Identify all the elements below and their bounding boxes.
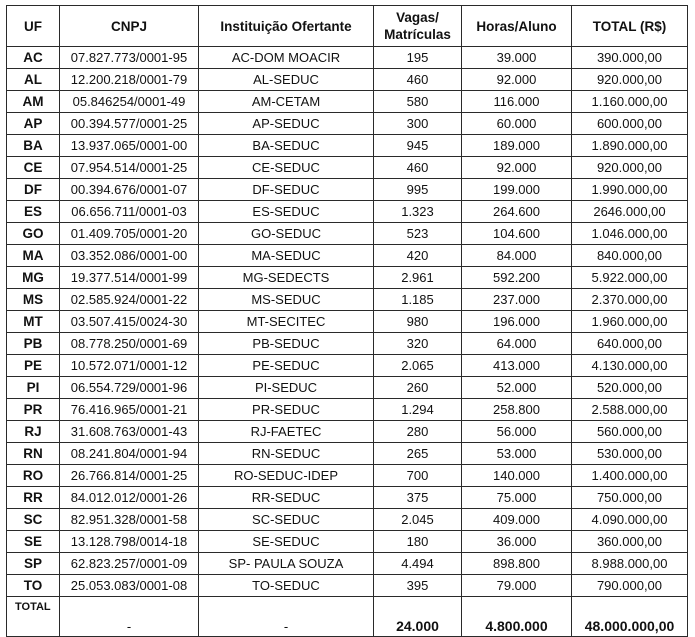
cell-total: 1.046.000,00 (572, 223, 688, 245)
cell-uf: CE (7, 157, 60, 179)
cell-horas: 84.000 (462, 245, 572, 267)
cell-instituicao: MA-SEDUC (199, 245, 374, 267)
cell-horas: 199.000 (462, 179, 572, 201)
cell-horas: 104.600 (462, 223, 572, 245)
cell-uf: PE (7, 355, 60, 377)
cell-cnpj: 08.241.804/0001-94 (60, 443, 199, 465)
table-row (7, 355, 688, 377)
cell-cnpj: 13.937.065/0001-00 (60, 135, 199, 157)
cell-cnpj: 07.827.773/0001-95 (60, 47, 199, 69)
table-row (7, 267, 688, 289)
cell-uf: MA (7, 245, 60, 267)
header-horas: Horas/Aluno (462, 6, 572, 47)
cell-cnpj: 76.416.965/0001-21 (60, 399, 199, 421)
table-row (7, 113, 688, 135)
cell-vagas: 280 (374, 421, 462, 443)
cell-instituicao: GO-SEDUC (199, 223, 374, 245)
cell-uf: MS (7, 289, 60, 311)
table-row (7, 47, 688, 69)
cell-instituicao: TO-SEDUC (199, 575, 374, 597)
table-row (7, 531, 688, 553)
cell-vagas: 195 (374, 47, 462, 69)
cell-uf: PI (7, 377, 60, 399)
cell-total: 390.000,00 (572, 47, 688, 69)
cell-uf: AP (7, 113, 60, 135)
cell-horas: 60.000 (462, 113, 572, 135)
cell-total: 4.130.000,00 (572, 355, 688, 377)
total-valor: 48.000.000,00 (572, 597, 688, 637)
cell-total: 5.922.000,00 (572, 267, 688, 289)
cell-instituicao: RR-SEDUC (199, 487, 374, 509)
cell-cnpj: 62.823.257/0001-09 (60, 553, 199, 575)
cell-total: 640.000,00 (572, 333, 688, 355)
cell-vagas: 580 (374, 91, 462, 113)
cell-instituicao: PE-SEDUC (199, 355, 374, 377)
cell-instituicao: ES-SEDUC (199, 201, 374, 223)
cell-uf: MG (7, 267, 60, 289)
cell-vagas: 2.961 (374, 267, 462, 289)
header-vagas-line1: Vagas/ (396, 10, 439, 25)
cell-vagas: 300 (374, 113, 462, 135)
cell-instituicao: MG-SEDECTS (199, 267, 374, 289)
cell-uf: MT (7, 311, 60, 333)
table-body (7, 47, 688, 597)
table-row (7, 91, 688, 113)
cell-total: 1.400.000,00 (572, 465, 688, 487)
cell-horas: 258.800 (462, 399, 572, 421)
cell-cnpj: 00.394.577/0001-25 (60, 113, 199, 135)
allocation-table (6, 5, 688, 637)
cell-horas: 116.000 (462, 91, 572, 113)
cell-cnpj: 02.585.924/0001-22 (60, 289, 199, 311)
cell-uf: PB (7, 333, 60, 355)
table-row (7, 575, 688, 597)
cell-vagas: 995 (374, 179, 462, 201)
cell-vagas: 395 (374, 575, 462, 597)
cell-uf: RO (7, 465, 60, 487)
cell-instituicao: RN-SEDUC (199, 443, 374, 465)
cell-total: 600.000,00 (572, 113, 688, 135)
cell-cnpj: 07.954.514/0001-25 (60, 157, 199, 179)
table-row (7, 223, 688, 245)
cell-horas: 53.000 (462, 443, 572, 465)
cell-horas: 79.000 (462, 575, 572, 597)
cell-total: 2.370.000,00 (572, 289, 688, 311)
cell-vagas: 1.185 (374, 289, 462, 311)
cell-vagas: 1.323 (374, 201, 462, 223)
cell-cnpj: 82.951.328/0001-58 (60, 509, 199, 531)
cell-cnpj: 84.012.012/0001-26 (60, 487, 199, 509)
cell-vagas: 980 (374, 311, 462, 333)
total-horas: 4.800.000 (462, 597, 572, 637)
cell-horas: 189.000 (462, 135, 572, 157)
cell-uf: AM (7, 91, 60, 113)
table-row (7, 135, 688, 157)
cell-total: 2.588.000,00 (572, 399, 688, 421)
cell-uf: RJ (7, 421, 60, 443)
cell-horas: 592.200 (462, 267, 572, 289)
cell-horas: 39.000 (462, 47, 572, 69)
table-row (7, 69, 688, 91)
cell-cnpj: 06.656.711/0001-03 (60, 201, 199, 223)
cell-cnpj: 03.352.086/0001-00 (60, 245, 199, 267)
cell-vagas: 4.494 (374, 553, 462, 575)
cell-vagas: 523 (374, 223, 462, 245)
cell-cnpj: 06.554.729/0001-96 (60, 377, 199, 399)
cell-instituicao: RO-SEDUC-IDEP (199, 465, 374, 487)
cell-instituicao: DF-SEDUC (199, 179, 374, 201)
cell-vagas: 320 (374, 333, 462, 355)
cell-total: 920.000,00 (572, 69, 688, 91)
cell-horas: 64.000 (462, 333, 572, 355)
cell-horas: 264.600 (462, 201, 572, 223)
cell-total: 360.000,00 (572, 531, 688, 553)
table-row (7, 553, 688, 575)
cell-cnpj: 05.846254/0001-49 (60, 91, 199, 113)
cell-cnpj: 10.572.071/0001-12 (60, 355, 199, 377)
cell-uf: PR (7, 399, 60, 421)
cell-instituicao: PR-SEDUC (199, 399, 374, 421)
cell-vagas: 2.065 (374, 355, 462, 377)
cell-instituicao: BA-SEDUC (199, 135, 374, 157)
cell-horas: 92.000 (462, 157, 572, 179)
total-label: TOTAL (7, 597, 60, 637)
header-vagas-line2: Matrículas (384, 27, 451, 42)
header-uf: UF (7, 6, 60, 47)
cell-uf: GO (7, 223, 60, 245)
table-row (7, 421, 688, 443)
cell-cnpj: 08.778.250/0001-69 (60, 333, 199, 355)
cell-vagas: 945 (374, 135, 462, 157)
cell-uf: ES (7, 201, 60, 223)
cell-total: 2646.000,00 (572, 201, 688, 223)
cell-vagas: 180 (374, 531, 462, 553)
cell-instituicao: SC-SEDUC (199, 509, 374, 531)
header-total: TOTAL (R$) (572, 6, 688, 47)
table-row (7, 487, 688, 509)
cell-total: 530.000,00 (572, 443, 688, 465)
cell-total: 1.960.000,00 (572, 311, 688, 333)
cell-vagas: 1.294 (374, 399, 462, 421)
cell-vagas: 460 (374, 157, 462, 179)
cell-total: 1.160.000,00 (572, 91, 688, 113)
cell-total: 840.000,00 (572, 245, 688, 267)
cell-horas: 898.800 (462, 553, 572, 575)
cell-cnpj: 12.200.218/0001-79 (60, 69, 199, 91)
cell-total: 4.090.000,00 (572, 509, 688, 531)
header-row (7, 6, 688, 47)
cell-uf: RR (7, 487, 60, 509)
cell-total: 520.000,00 (572, 377, 688, 399)
cell-horas: 92.000 (462, 69, 572, 91)
table-row (7, 465, 688, 487)
cell-horas: 52.000 (462, 377, 572, 399)
cell-horas: 56.000 (462, 421, 572, 443)
table-row (7, 311, 688, 333)
cell-uf: BA (7, 135, 60, 157)
cell-instituicao: SP- PAULA SOUZA (199, 553, 374, 575)
total-vagas: 24.000 (374, 597, 462, 637)
header-cnpj: CNPJ (60, 6, 199, 47)
cell-instituicao: PB-SEDUC (199, 333, 374, 355)
cell-total: 8.988.000,00 (572, 553, 688, 575)
table-row (7, 509, 688, 531)
cell-cnpj: 13.128.798/0014-18 (60, 531, 199, 553)
cell-instituicao: AM-CETAM (199, 91, 374, 113)
cell-instituicao: CE-SEDUC (199, 157, 374, 179)
cell-instituicao: PI-SEDUC (199, 377, 374, 399)
cell-instituicao: AC-DOM MOACIR (199, 47, 374, 69)
cell-cnpj: 19.377.514/0001-99 (60, 267, 199, 289)
cell-vagas: 265 (374, 443, 462, 465)
cell-vagas: 460 (374, 69, 462, 91)
cell-horas: 140.000 (462, 465, 572, 487)
cell-uf: SE (7, 531, 60, 553)
cell-vagas: 420 (374, 245, 462, 267)
cell-vagas: 700 (374, 465, 462, 487)
cell-total: 920.000,00 (572, 157, 688, 179)
cell-uf: AC (7, 47, 60, 69)
cell-horas: 413.000 (462, 355, 572, 377)
cell-total: 1.990.000,00 (572, 179, 688, 201)
cell-uf: SC (7, 509, 60, 531)
table-row (7, 377, 688, 399)
cell-horas: 36.000 (462, 531, 572, 553)
table-row (7, 333, 688, 355)
cell-total: 560.000,00 (572, 421, 688, 443)
header-instituicao: Instituição Ofertante (199, 6, 374, 47)
cell-uf: RN (7, 443, 60, 465)
table-row (7, 245, 688, 267)
cell-instituicao: MT-SECITEC (199, 311, 374, 333)
table-row (7, 179, 688, 201)
cell-cnpj: 25.053.083/0001-08 (60, 575, 199, 597)
cell-vagas: 2.045 (374, 509, 462, 531)
cell-uf: AL (7, 69, 60, 91)
cell-vagas: 375 (374, 487, 462, 509)
cell-uf: TO (7, 575, 60, 597)
total-cnpj: - (60, 597, 199, 637)
cell-total: 790.000,00 (572, 575, 688, 597)
cell-cnpj: 26.766.814/0001-25 (60, 465, 199, 487)
table-row (7, 157, 688, 179)
cell-instituicao: AP-SEDUC (199, 113, 374, 135)
cell-uf: SP (7, 553, 60, 575)
table-row (7, 443, 688, 465)
cell-horas: 237.000 (462, 289, 572, 311)
table-row (7, 399, 688, 421)
cell-instituicao: MS-SEDUC (199, 289, 374, 311)
total-row (7, 597, 688, 637)
cell-instituicao: RJ-FAETEC (199, 421, 374, 443)
cell-instituicao: AL-SEDUC (199, 69, 374, 91)
table-row (7, 289, 688, 311)
cell-cnpj: 31.608.763/0001-43 (60, 421, 199, 443)
cell-instituicao: SE-SEDUC (199, 531, 374, 553)
cell-uf: DF (7, 179, 60, 201)
cell-total: 750.000,00 (572, 487, 688, 509)
cell-horas: 196.000 (462, 311, 572, 333)
cell-horas: 75.000 (462, 487, 572, 509)
cell-cnpj: 03.507.415/0024-30 (60, 311, 199, 333)
cell-horas: 409.000 (462, 509, 572, 531)
cell-cnpj: 01.409.705/0001-20 (60, 223, 199, 245)
cell-cnpj: 00.394.676/0001-07 (60, 179, 199, 201)
cell-vagas: 260 (374, 377, 462, 399)
table-row (7, 201, 688, 223)
cell-total: 1.890.000,00 (572, 135, 688, 157)
header-vagas (374, 6, 462, 47)
total-instituicao: - (199, 597, 374, 637)
